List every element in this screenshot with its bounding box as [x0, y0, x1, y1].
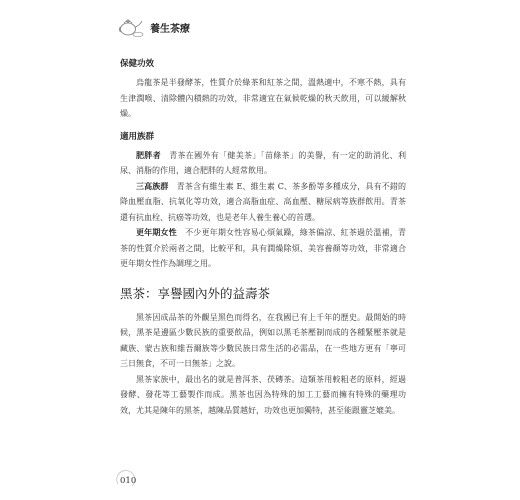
label-obese: 肥胖者	[136, 150, 161, 160]
text-three-highs: 青茶含有維生素 E、維生素 C、茶多酚等多種成分，具有不錯的降血壓血脂、抗氧化等功效，適合高脂血症、高血壓、糖尿病等族群飲用。青茶還有抗血栓、抗癌等功效，也是老年人養生養心的首選。	[120, 181, 407, 222]
page-body	[120, 57, 406, 418]
paragraph-menopause	[120, 225, 406, 272]
paragraph-health-benefits: 烏龍茶是半發酵茶，性質介於綠茶和紅茶之間，溫熱適中，不寒不熱，具有生津潤喉、清除體內積熱的功效，非常適宜在氣候乾燥的秋天飲用，可以緩解秋燥。	[120, 78, 406, 118]
text-obese: 青茶在國外有「健美茶」「苗條茶」的美譽，有一定的助消化、利尿、消脂的作用，適合肥胖的人經常飲用。	[120, 150, 406, 175]
label-menopause: 更年期女性	[136, 228, 177, 237]
heading-target-groups: 適用族群	[120, 131, 155, 142]
page-number: 010	[120, 476, 137, 486]
paragraph-dark-tea-family: 黑茶家族中，最出名的就是普洱茶、茯磚茶。這類茶用較粗老的原料，經過發酵、發花等工藝製作而成。黑茶也因為特殊的加工工藝而擁有特殊的藥理功效，尤其是陳年的黑茶，越陳品質越好，功效也更加獨特，甚至能跟靈芝媲美。	[120, 374, 406, 415]
heading-health-benefits: 保健功效	[120, 59, 155, 69]
heading-dark-tea: 黑茶：享譽國內外的益壽茶	[120, 285, 271, 301]
text-menopause: 不少更年期女性容易心煩氣躁，綠茶偏涼、紅茶過於溫補，青茶的性質介於兩者之間，比較平和，具有潤燥除煩、美容養顏等功效，非常適合更年期女性作為調理之用。	[120, 228, 406, 268]
label-three-highs: 三高族群	[136, 181, 169, 191]
paragraph-obese	[120, 148, 406, 179]
teapot-icon	[118, 16, 146, 38]
header-title: 養生茶療	[150, 24, 190, 35]
paragraph-three-highs	[120, 179, 406, 226]
paragraph-dark-tea-history: 黑茶因成品茶的外觀呈黑色而得名，在我國已有上千年的歷史。最開始的時候，黑茶是邊區少數民族的重要飲品，例如以黑毛茶壓制而成的各種緊壓茶就是藏族、蒙古族和維吾爾族等少數民族日常生活的必需品，在一些地方更有「寧可三日無食，不可一日無茶」之說。	[120, 312, 406, 368]
